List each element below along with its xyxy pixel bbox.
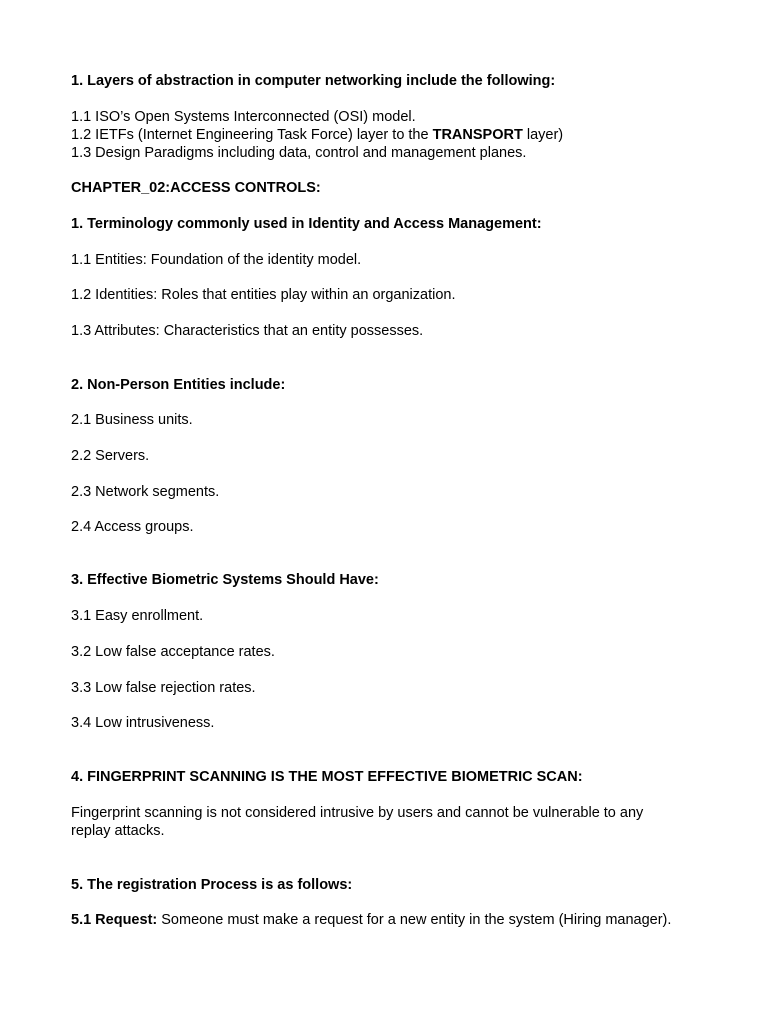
list-item xyxy=(71,912,708,930)
section-heading-terminology: 1. Terminology commonly used in Identity and Access Management: xyxy=(71,216,542,232)
section-heading-fingerprint: 4. FINGERPRINT SCANNING IS THE MOST EFFECTIVE BIOMETRIC SCAN: xyxy=(71,769,583,785)
list-item: 1.1 Entities: Foundation of the identity model. xyxy=(71,252,362,268)
list-item-emphasis: TRANSPORT xyxy=(432,127,523,143)
list-item: 3.4 Low intrusiveness. xyxy=(71,715,215,731)
list-item: 3.2 Low false acceptance rates. xyxy=(71,644,275,660)
list-item: 2.4 Access groups. xyxy=(71,519,194,535)
list-item-text: Someone must make a request for a new entity in the system (Hiring manager). xyxy=(157,912,672,928)
section-heading-layers: 1. Layers of abstraction in computer networking include the following: xyxy=(71,73,556,89)
list-item: 3.1 Easy enrollment. xyxy=(71,608,204,624)
chapter-title: CHAPTER_02:ACCESS CONTROLS: xyxy=(71,180,321,196)
list-item: 1.1 ISO’s Open Systems Interconnected (OSI) model. xyxy=(71,109,416,125)
list-item: 1.3 Attributes: Characteristics that an entity possesses. xyxy=(71,323,424,339)
list-item: 2.1 Business units. xyxy=(71,412,193,428)
list-item-text: layer) xyxy=(522,127,564,143)
list-item-text: 1.2 IETFs (Internet Engineering Task Force) layer to the xyxy=(71,127,433,143)
list-item xyxy=(71,127,708,145)
section-heading-biometric: 3. Effective Biometric Systems Should Have: xyxy=(71,572,379,588)
section-heading-non-person: 2. Non-Person Entities include: xyxy=(71,377,286,393)
paragraph-fingerprint: Fingerprint scanning is not considered intrusive by users and cannot be vulnerable to any replay attacks. xyxy=(71,805,644,839)
list-item-label: 5.1 Request: xyxy=(71,912,158,928)
list-item: 1.3 Design Paradigms including data, control and management planes. xyxy=(71,145,527,161)
list-item: 3.3 Low false rejection rates. xyxy=(71,680,256,696)
list-item: 2.2 Servers. xyxy=(71,448,150,464)
list-item: 1.2 Identities: Roles that entities play within an organization. xyxy=(71,287,456,303)
list-item: 2.3 Network segments. xyxy=(71,484,220,500)
section-heading-registration: 5. The registration Process is as follows: xyxy=(71,877,353,893)
